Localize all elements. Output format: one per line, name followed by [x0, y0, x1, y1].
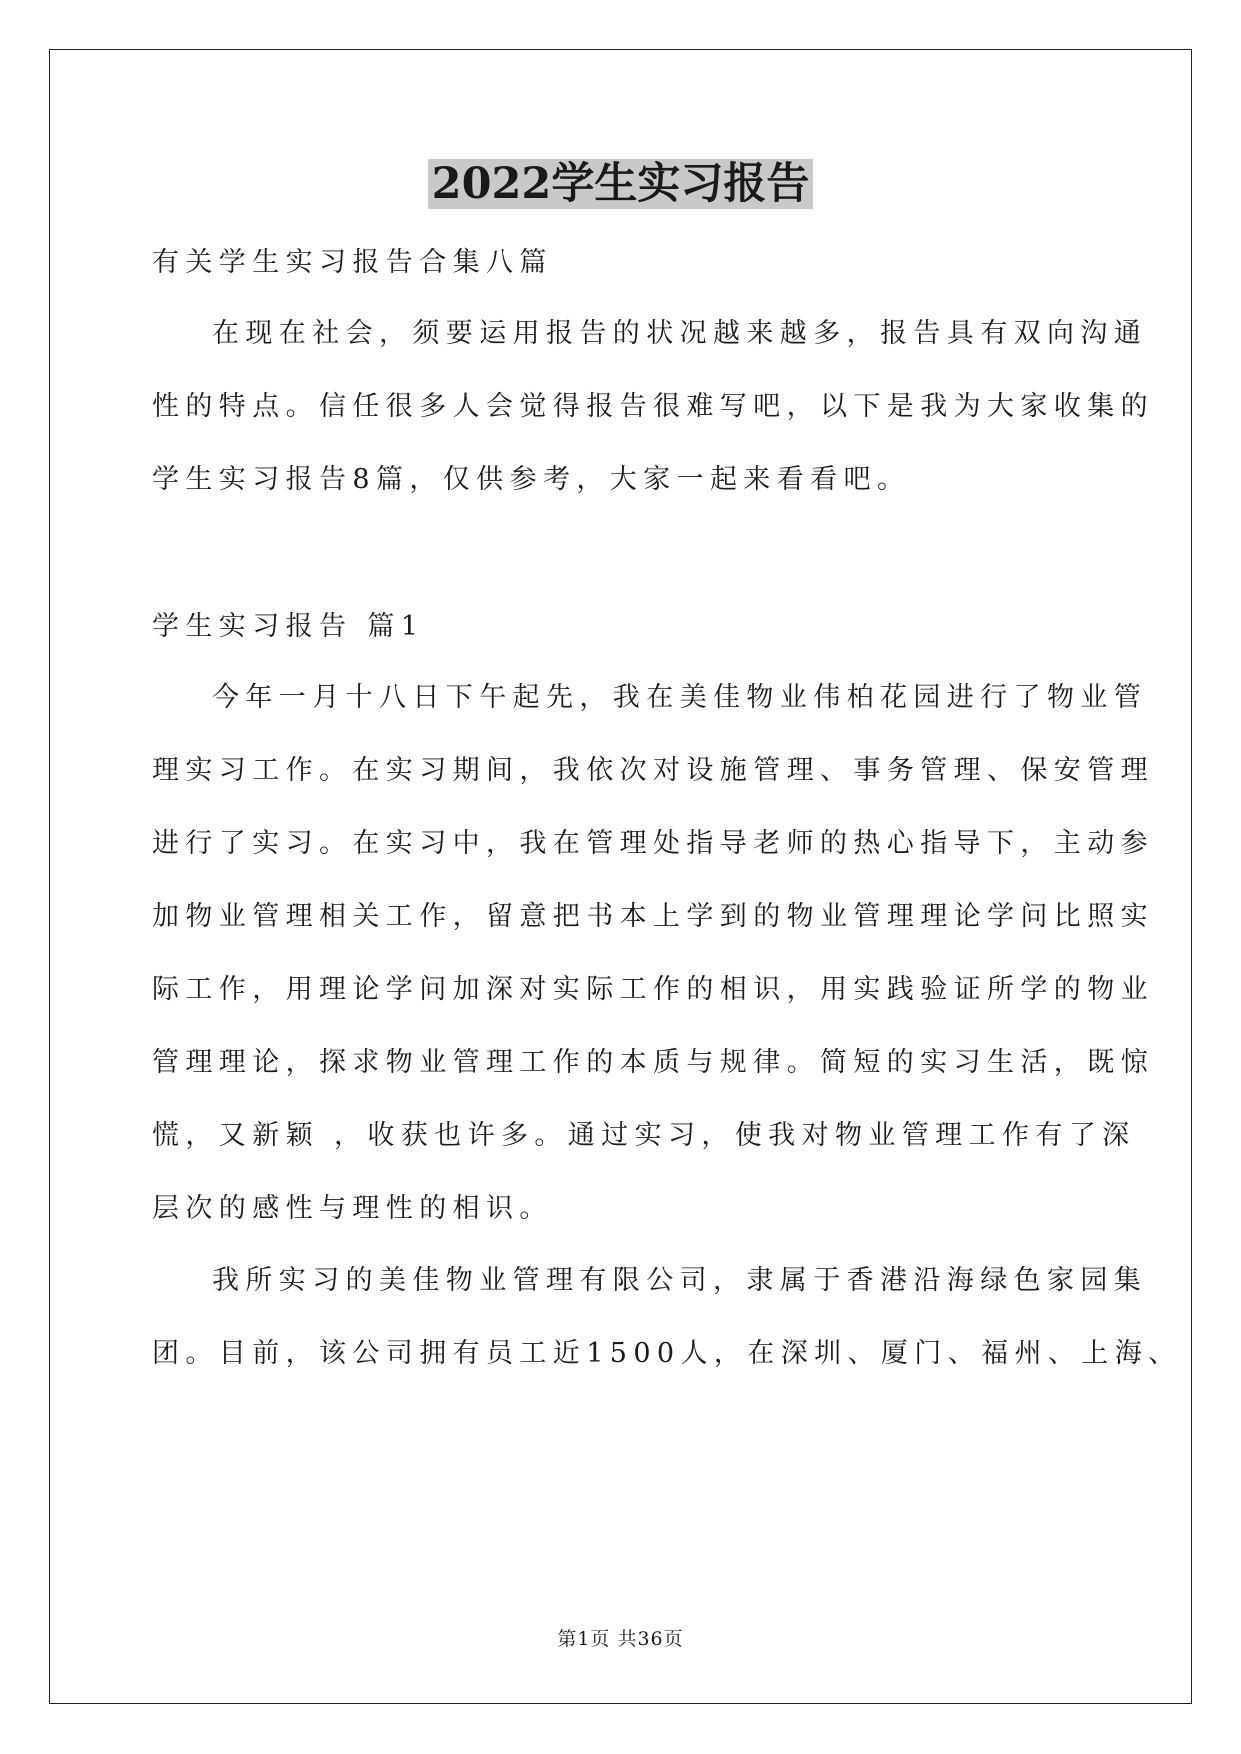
intro-line-1: 在现在社会，须要运用报告的状况越来越多，报告具有双向沟通	[212, 318, 1148, 349]
paragraph1-line-7: 慌，又新颖 ，收获也许多。通过实习，使我对物业管理工作有了深	[152, 1120, 1136, 1151]
paragraph1-line-6: 管理理论，探求物业管理工作的本质与规律。简短的实习生活，既惊	[152, 1047, 1154, 1078]
paragraph1-line-2: 理实习工作。在实习期间，我依次对设施管理、事务管理、保安管理	[152, 755, 1154, 786]
paragraph1-line-5: 际工作，用理论学问加深对实际工作的相识，用实践验证所学的物业	[152, 974, 1154, 1005]
paragraph2-line-2: 团。目前，该公司拥有员工近1500人，在深圳、厦门、福州、上海、	[152, 1338, 1182, 1369]
document-title: 2022学生实习报告	[0, 156, 1241, 212]
paragraph1-line-8: 层次的感性与理性的相识。	[152, 1193, 553, 1224]
paragraph1-line-4: 加物业管理相关工作，留意把书本上学到的物业管理理论学问比照实	[152, 901, 1154, 932]
intro-line-2: 性的特点。信任很多人会觉得报告很难写吧，以下是我为大家收集的	[152, 391, 1154, 422]
page-border	[49, 49, 1192, 1704]
paragraph2-line-1: 我所实习的美佳物业管理有限公司，隶属于香港沿海绿色家园集	[212, 1265, 1148, 1296]
paragraph1-line-1: 今年一月十八日下午起先，我在美佳物业伟柏花园进行了物业管	[212, 682, 1148, 713]
section-heading: 学生实习报告 篇1	[152, 611, 425, 642]
paragraph1-line-3: 进行了实习。在实习中，我在管理处指导老师的热心指导下，主动参	[152, 828, 1154, 859]
page-footer: 第1页 共36页	[557, 1628, 684, 1650]
document-subtitle: 有关学生实习报告合集八篇	[152, 247, 553, 278]
intro-line-3: 学生实习报告8篇，仅供参考，大家一起来看看吧。	[152, 464, 911, 495]
